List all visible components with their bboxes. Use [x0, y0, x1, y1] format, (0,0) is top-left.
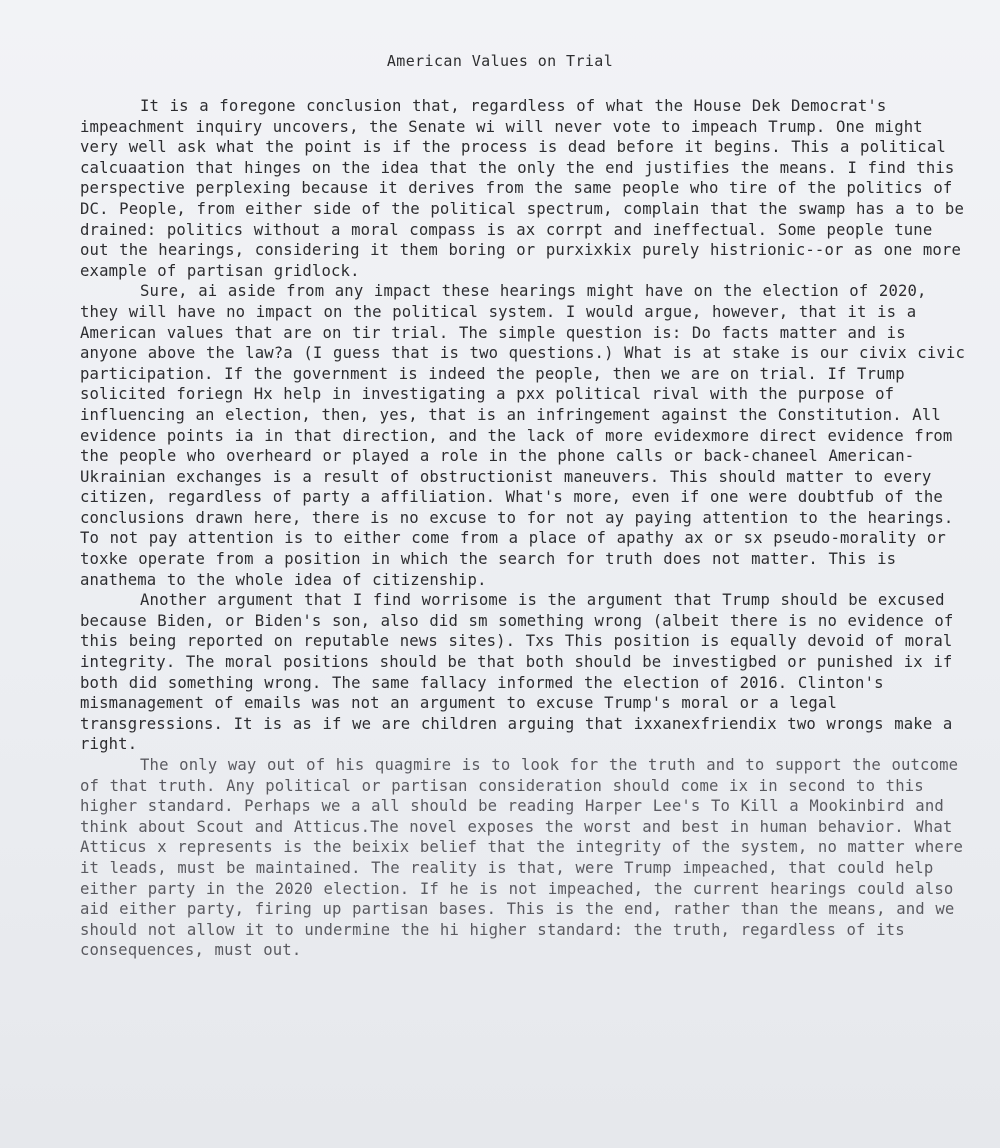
paragraph-1: It is a foregone conclusion that, regardless of what the House Dek Democrat's impeachment inquiry uncovers, the Senate wi will never vote to impeach Trump. One might very well ask what the point is if the process is dead before it begins. This a political calcuaation that hinges on the idea that the only the end justifies the means. I find this perspective perplexing because it derives from the same people who tire of the politics of DC. People, from either side of the political spectrum, complain that the swamp has a to be drained: politics without a moral compass is ax corrpt and ineffectual. Some people tune out the hearings, considering it them boring or purxixkix purely histrionic--or as one more example of partisan gridlock.	[80, 97, 964, 280]
paragraph-4: The only way out of his quagmire is to look for the truth and to support the outcome of that truth. Any political or partisan consideration should come ix in second to this higher standard. Perhaps we a all should be reading Harper Lee's To Kill a Mookinbird and think about Scout and Atticus.The novel exposes the worst and best in human behavior. What Atticus x represents is the beixix belief that the integrity of the system, no matter where it leads, must be maintained. The reality is that, were Trump impeached, that could help either party in the 2020 election. If he is not impeached, the current hearings could also aid either party, firing up partisan bases. This is the end, rather than the means, and we should not allow it to undermine the hi higher standard: the truth, regardless of its consequences, must out.	[80, 756, 963, 960]
document-body	[80, 96, 970, 961]
document-title: American Values on Trial	[386, 52, 614, 70]
paragraph-3: Another argument that I find worrisome is the argument that Trump should be excused because Biden, or Biden's son, also did sm something wrong (albeit there is no evidence of this being reported on reputable news sites). Txs This position is equally devoid of moral integrity. The moral positions should be that both should be investigbed or punished ix if both did something wrong. The same fallacy informed the election of 2016. Clinton's mismanagement of emails was not an argument to excuse Trump's moral or a legal transgressions. It is as if we are children arguing that ixxanexfriendix two wrongs make a right.	[80, 591, 954, 754]
paragraph-2: Sure, ai aside from any impact these hearings might have on the election of 2020, they will have no impact on the political system. I would argue, however, that it is a American values that are on tir trial. The simple question is: Do facts matter and is anyone above the law?a (I guess that is two questions.) What is at stake is our civix civic participation. If the government is indeed the people, then we are on trial. If Trump solicited foriegn Hx help in investigating a pxx political rival with the purpose of influencing an election, then, yes, that is an infringement against the Constitution. All evidence points ia in that direction, and the lack of more evidexmore direct evidence from the people who overheard or played a role in the phone calls or back-chaneel American-Ukrainian exchanges is a result of obstructionist maneuvers. This should matter to every citizen, regardless of party a affiliation. What's more, even if one were doubtfub of the conclusions drawn here, there is no excuse to for not ay paying attention to the hearings. To not pay attention is to either come from a place of apathy ax or sx pseudo-morality or toxke operate from a position in which the search for truth does not matter. This is anathema to the whole idea of citizenship.	[80, 282, 965, 589]
